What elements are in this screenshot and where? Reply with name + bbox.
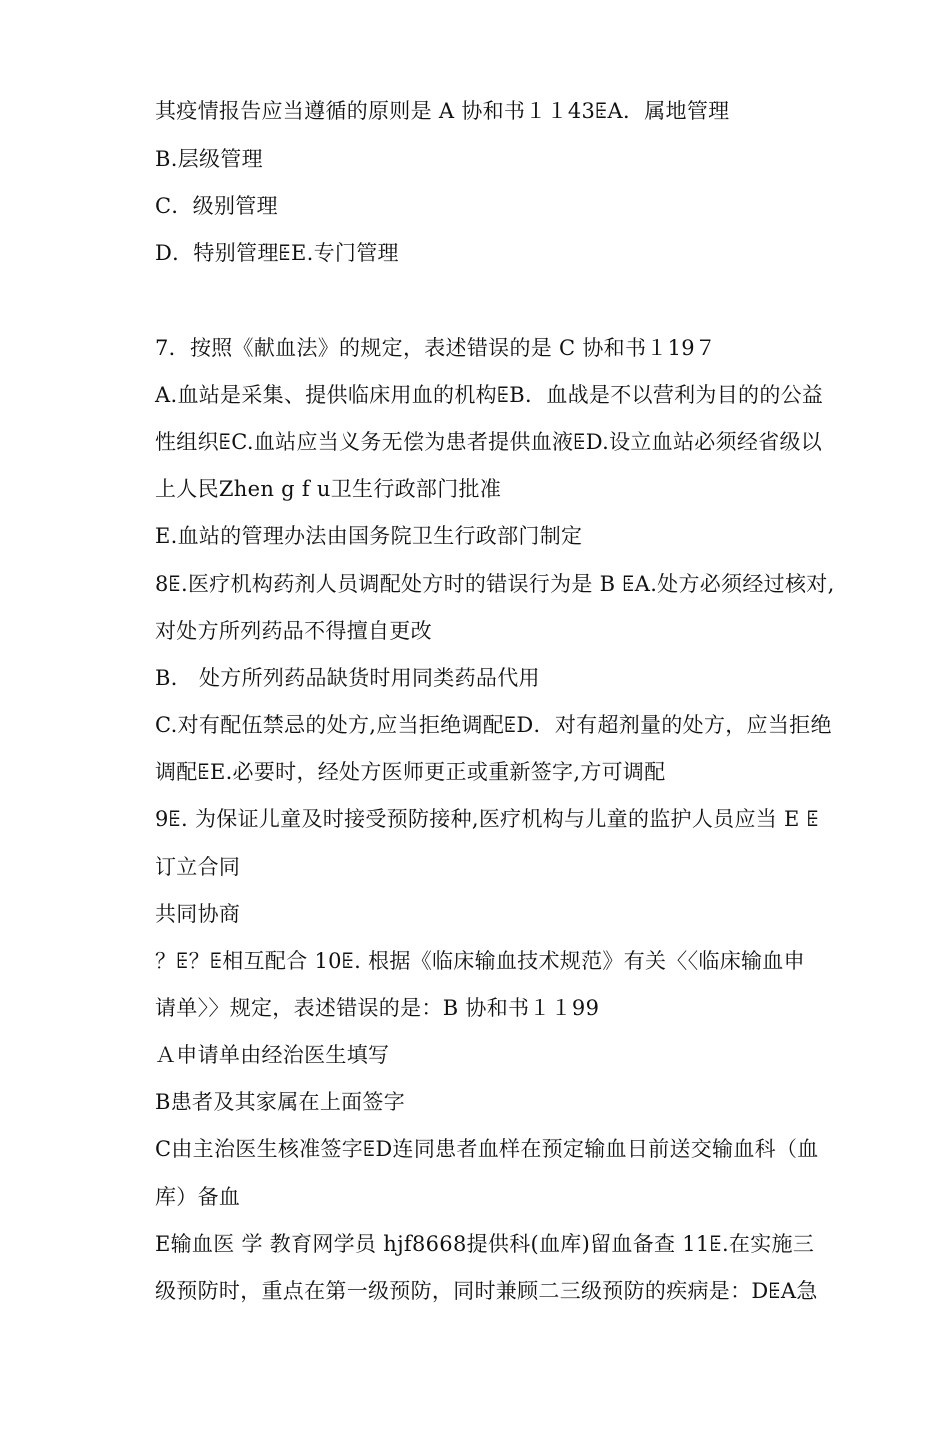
text-line: E.血站的管理办法由国务院卫生行政部门制定 [155, 524, 583, 548]
text-line: 8ꗍ.医疗机构药剂人员调配处方时的错误行为是 B ꗍA.处方必须经过核对, [155, 572, 835, 596]
text-line: ？ꗍ？ꗍ相互配合 10ꗍ. 根据《临床输血技术规范》有关〈〈临床输血申 [155, 949, 805, 973]
text-line: 调配ꗍE.必要时，经处方医师更正或重新签字,方可调配 [155, 760, 666, 784]
text-line: 对处方所列药品不得擅自更改 [155, 619, 432, 643]
text-line: 7．按照《献血法》的规定，表述错误的是 C 协和书１19７ [155, 336, 717, 360]
text-line: 9ꗍ. 为保证儿童及时接受预防接种,医疗机构与儿童的监护人员应当 E ꗍ [155, 807, 819, 831]
text-line: 库）备血 [155, 1185, 241, 1209]
text-line: 上人民Zhen g f u卫生行政部门批准 [155, 477, 502, 501]
text-line: 级预防时，重点在第一级预防，同时兼顾二三级预防的疾病是：DꗍA急 [155, 1279, 818, 1303]
text-line: 其疫情报告应当遵循的原则是 A 协和书１１43ꗍA．属地管理 [155, 99, 730, 123]
text-line: D．特别管理ꗍE.专门管理 [155, 241, 399, 265]
text-line: B患者及其家属在上面签字 [155, 1090, 406, 1114]
text-line: Ａ申请单由经治医生填写 [155, 1043, 390, 1067]
text-line: 请单〉〉规定，表述错误的是：B 协和书１１99 [155, 996, 600, 1020]
text-line: C．级别管理 [155, 194, 278, 218]
text-line: C由主治医生核准签字ꗍD连同患者血样在预定输血日前送交输血科（血 [155, 1137, 819, 1161]
text-line: 共同协商 [155, 902, 241, 926]
text-line: B． 处方所列药品缺货时用同类药品代用 [155, 666, 540, 690]
text-line: 订立合同 [155, 855, 241, 879]
text-line: 性组织ꗍC.血站应当义务无偿为患者提供血液ꗍD.设立血站必须经省级以 [155, 430, 823, 454]
text-line: C.对有配伍禁忌的处方,应当拒绝调配ꗍD．对有超剂量的处方，应当拒绝 [155, 713, 832, 737]
text-line: B.层级管理 [155, 147, 263, 171]
text-line: A.血站是采集、提供临床用血的机构ꗍB．血战是不以营利为目的的公益 [155, 383, 824, 407]
text-line: E输血医 学 教育网学员 hjf8668提供科(血库)留血备查 11ꗍ.在实施三 [155, 1232, 815, 1256]
